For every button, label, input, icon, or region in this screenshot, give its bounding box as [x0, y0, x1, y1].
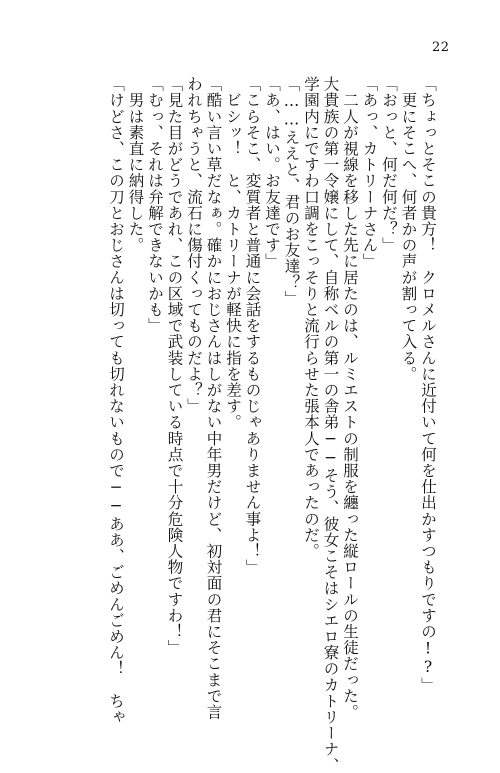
text-line: 「おっと、何だ何だ？」 [380, 76, 398, 254]
text-line: 「こらそこ、変質者と普通に会話をするものじゃありません事よ！」 [243, 76, 262, 576]
text-line: 男は素直に納得した。 [126, 76, 145, 254]
text-line: 二人が視線を移した先に居たのは、ルミエストの制服を纏った縦ロールの生徒だった。 [341, 76, 359, 720]
text-line: われちゃうと、流石に傷付くってものだよ？」 [185, 76, 203, 415]
text-line: 「けどさ、この刀とおじさんは切っても切れないもので──ああ、ごめんごめん！ ちゃ [107, 76, 125, 725]
page-number: 22 [432, 40, 450, 55]
text-line: 学園内にですわ口調をこっそりと流行らせた張本人であったのだ。 [302, 76, 320, 559]
text-line: 「ちょっとそこの貴方！ クロメルさんに近付いて何を仕出かすつもりですの!?」 [419, 76, 437, 693]
text-line: 更にそこへ、何者かの声が割って入る。 [399, 76, 418, 382]
text-line: 「あ、はい。お友達です」 [263, 76, 281, 270]
text-line: 「酷い言い草だなぁ。確かにおじさんはしがない中年男だけど、初対面の君にそこまで言 [204, 76, 223, 720]
text-line: 「あっ、カトリーナさん」 [360, 76, 379, 270]
text-line: 大貴族の第一令嬢にして、自称ベルの第一の舎弟──そう、彼女こそはシエロ寮のカトリーナ、 [321, 76, 340, 773]
novel-body-text [106, 76, 438, 773]
text-line: 「……ええと、君のお友達？」 [282, 76, 301, 307]
text-line: 「見た目がどうであれ、この区域で武装している時点で十分危険人物ですわ！」 [165, 76, 184, 656]
text-line: ビシッ！ と、カトリーナが軽快に指を差す。 [224, 76, 242, 431]
text-line: 「むっ、それは弁解できないかも」 [146, 76, 164, 334]
